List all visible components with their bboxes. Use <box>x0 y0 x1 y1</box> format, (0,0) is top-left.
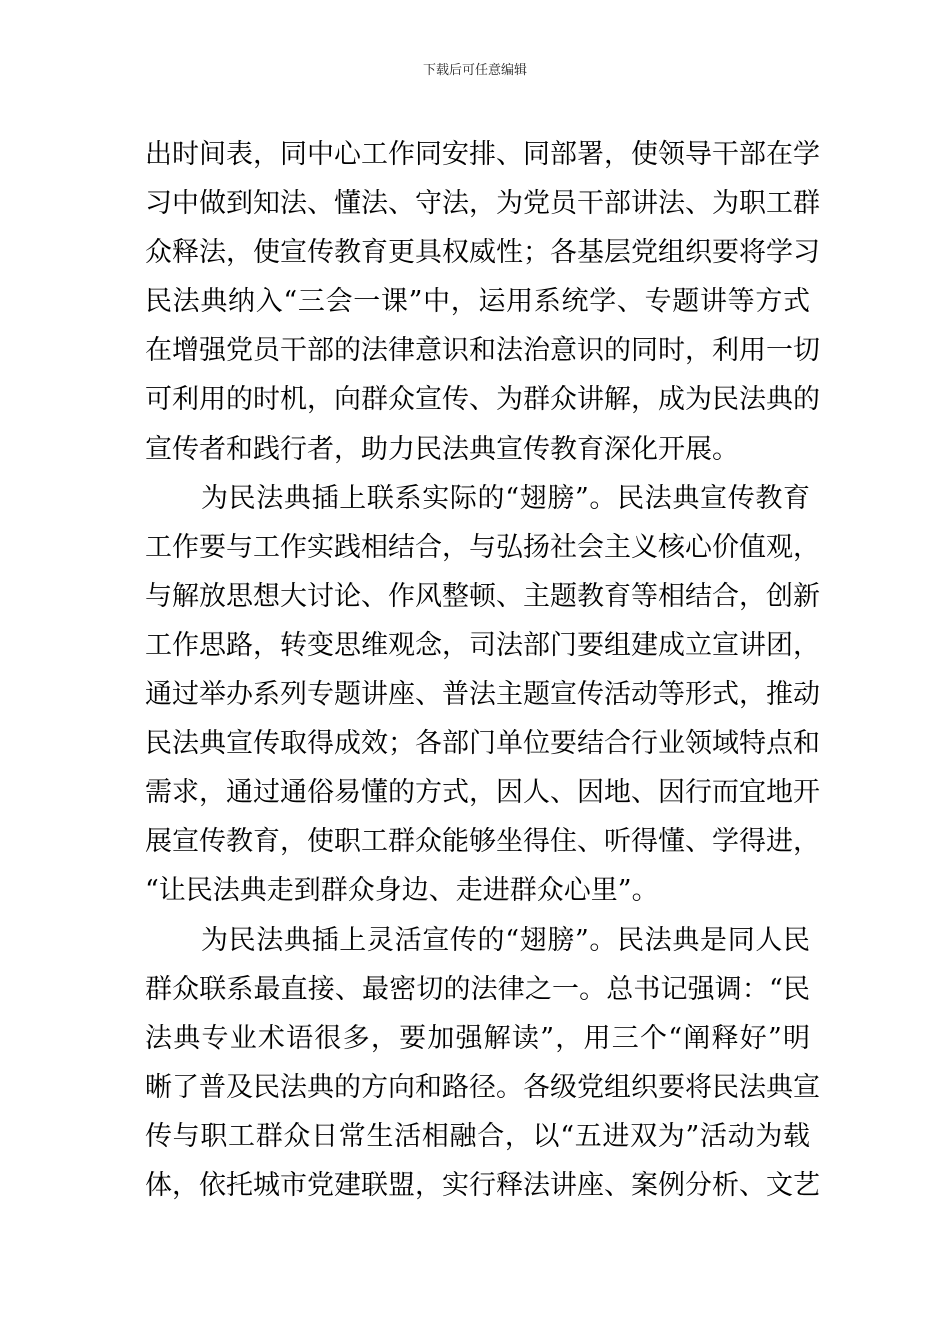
text-line: 为民法典插上灵活宣传的“翅膀”。民法典是同人民 <box>201 924 810 956</box>
text-line: 传与职工群众日常生活相融合，以“五进双为”活动为载 <box>145 1120 810 1152</box>
text-line: 出时间表，同中心工作同安排、同部署，使领导干部在学 <box>145 139 820 170</box>
text-line: 工作思路，转变思维观念，司法部门要组建成立宣讲团， <box>145 629 820 661</box>
text-line: 宣传者和践行者，助力民法典宣传教育深化开展。 <box>145 433 739 465</box>
text-line: 需求，通过通俗易懂的方式，因人、因地、因行而宜地开 <box>145 777 820 809</box>
text-line: 体，依托城市党建联盟，实行释法讲座、案例分析、文艺 <box>145 1169 820 1201</box>
text-line: 在增强党员干部的法律意识和法治意识的同时，利用一切 <box>145 335 820 367</box>
text-line: 通过举办系列专题讲座、普法主题宣传活动等形式，推动 <box>145 679 820 711</box>
paragraph-2 <box>145 474 820 916</box>
text-line: 工作要与工作实践相结合，与弘扬社会主义核心价值观， <box>145 531 820 563</box>
paragraph-1 <box>145 130 820 474</box>
text-line: 众释法，使宣传教育更具权威性；各基层党组织要将学习 <box>145 237 820 269</box>
text-line: 民法典宣传取得成效；各部门单位要结合行业领域特点和 <box>145 728 820 760</box>
text-line: 法典专业术语很多，要加强解读”，用三个“阐释好”明 <box>145 1022 810 1054</box>
text-line: 民法典纳入“三会一课”中，运用系统学、专题讲等方式 <box>145 286 810 318</box>
text-line: 可利用的时机，向群众宣传、为群众讲解，成为民法典的 <box>145 384 820 416</box>
text-line: 为民法典插上联系实际的“翅膀”。民法典宣传教育 <box>201 482 810 514</box>
text-line: 晰了普及民法典的方向和路径。各级党组织要将民法典宣 <box>145 1071 820 1103</box>
text-line: 群众联系最直接、最密切的法律之一。总书记强调：“民 <box>145 973 810 1005</box>
document-body <box>145 130 820 1210</box>
text-line: “让民法典走到群众身边、走进群众心里”。 <box>145 875 659 907</box>
text-line: 展宣传教育，使职工群众能够坐得住、听得懂、学得进， <box>145 826 820 858</box>
text-line: 习中做到知法、懂法、守法，为党员干部讲法、为职工群 <box>145 188 820 220</box>
paragraph-3 <box>145 916 820 1211</box>
page-header: 下载后可任意编辑 <box>422 63 527 78</box>
text-line: 与解放思想大讨论、作风整顿、主题教育等相结合，创新 <box>145 580 820 612</box>
